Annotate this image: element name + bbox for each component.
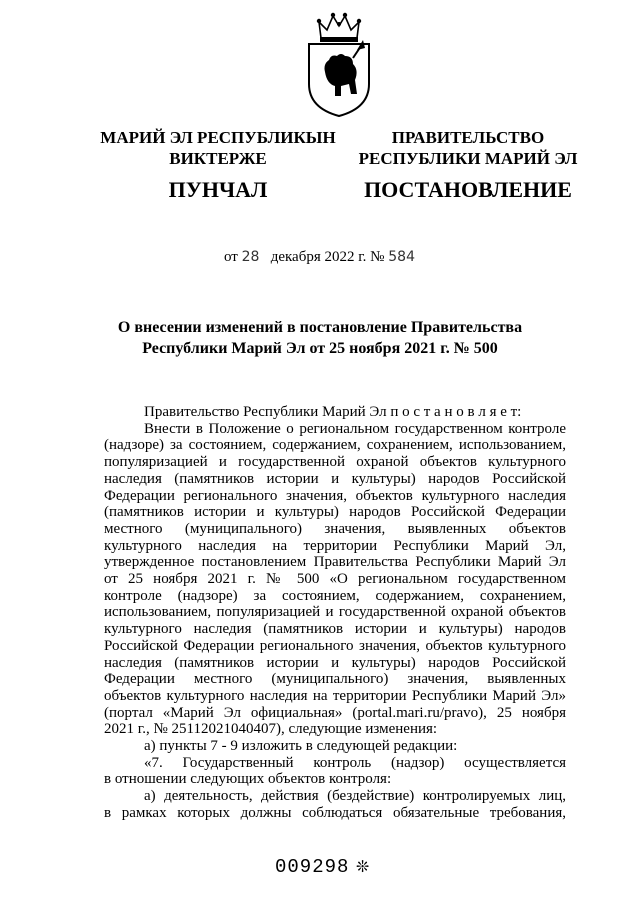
body-line: (надзоре) за состоянием, содержанием, сохранением, использованием, — [104, 437, 566, 454]
body-line: Российской Федерации регионального значения, объектов культурного — [104, 637, 566, 654]
body-line: а) пункты 7 - 9 изложить в следующей редакции: — [144, 738, 458, 755]
body-line: (памятников истории и культуры) народов Российской Федерации — [104, 504, 566, 521]
body-line: (портал «Марий Эл официальная» (portal.mari.ru/pravo), 25 ноября — [104, 704, 566, 721]
body-line: контроле (надзоре) за состоянием, содержанием, сохранением, — [104, 587, 566, 604]
body-line: популяризацией и государственной охраной объектов культурного — [104, 454, 566, 471]
body-line: наследия (памятников истории и культуры) народов Российской — [104, 470, 566, 487]
date-line — [0, 249, 639, 266]
serial-number: 009298 — [275, 856, 350, 878]
title-line2: Республики Марий Эл от 25 ноября 2021 г. № 500 — [142, 340, 498, 357]
date-prefix: от — [224, 249, 238, 265]
body-line: использованием, популяризацией и государственной охраной объектов — [104, 604, 566, 621]
title-line1: О внесении изменений в постановление Правительства — [117, 319, 523, 336]
document-body — [104, 404, 566, 822]
header-right-line2: РЕСПУБЛИКИ МАРИЙ ЭЛ — [358, 149, 578, 168]
body-line: утвержденное постановлением Правительства Республики Марий Эл — [104, 554, 566, 571]
header-left-doc-type: ПУНЧАЛ — [168, 177, 268, 202]
body-line: «7. Государственный контроль (надзор) осуществляется — [144, 754, 566, 771]
header-left-line1: МАРИЙ ЭЛ РЕСПУБЛИКЫН — [100, 128, 336, 147]
body-line: в отношении следующих объектов контроля: — [104, 771, 392, 788]
header-right-doc-type: ПОСТАНОВЛЕНИЕ — [364, 177, 572, 202]
body-line: Федерации местного (муниципального) значения, выявленных — [104, 671, 566, 688]
body-line: объектов культурного наследия на территории Республики Марий Эл» — [104, 687, 566, 704]
document-number: 584 — [388, 249, 415, 265]
body-line: культурного наследия (памятников истории и культуры) народов — [104, 621, 566, 638]
document-title — [110, 317, 530, 359]
body-line: наследия (памятников истории и культуры) народов Российской — [104, 654, 566, 671]
body-line: а) деятельность, действия (бездействие) контролируемых лиц, — [144, 788, 566, 805]
body-line: в рамках которых должны соблюдаться обязательные требования, — [104, 804, 566, 821]
header-left-block — [96, 127, 340, 200]
body-line: местного (муниципального) значения, выявленных объектов — [104, 520, 566, 537]
body-line: от 25 ноября 2021 г. № 500 «О региональном государственном — [104, 571, 566, 588]
body-line: Внести в Положение о региональном государственном контроле — [144, 420, 566, 437]
snowflake-icon: ❊ — [356, 857, 370, 876]
header-right-block — [348, 127, 588, 200]
body-line: Федерации регионального значения, объектов культурного наследия — [104, 487, 566, 504]
header-right-line1: ПРАВИТЕЛЬСТВО — [391, 128, 545, 147]
header-left-line2: ВИКТЕРЖЕ — [169, 149, 267, 168]
body-line: 2021 г., № 25112021040407), следующие изменения: — [104, 721, 438, 738]
date-month-year: декабря 2022 г. № — [270, 249, 385, 265]
body-line: Правительство Республики Марий Эл п о с т а н о в л я е т: — [144, 404, 522, 420]
coat-of-arms-emblem — [301, 10, 377, 120]
body-line: культурного наследия на территории Республики Марий Эл, — [104, 537, 566, 554]
date-day: 28 — [241, 249, 260, 265]
